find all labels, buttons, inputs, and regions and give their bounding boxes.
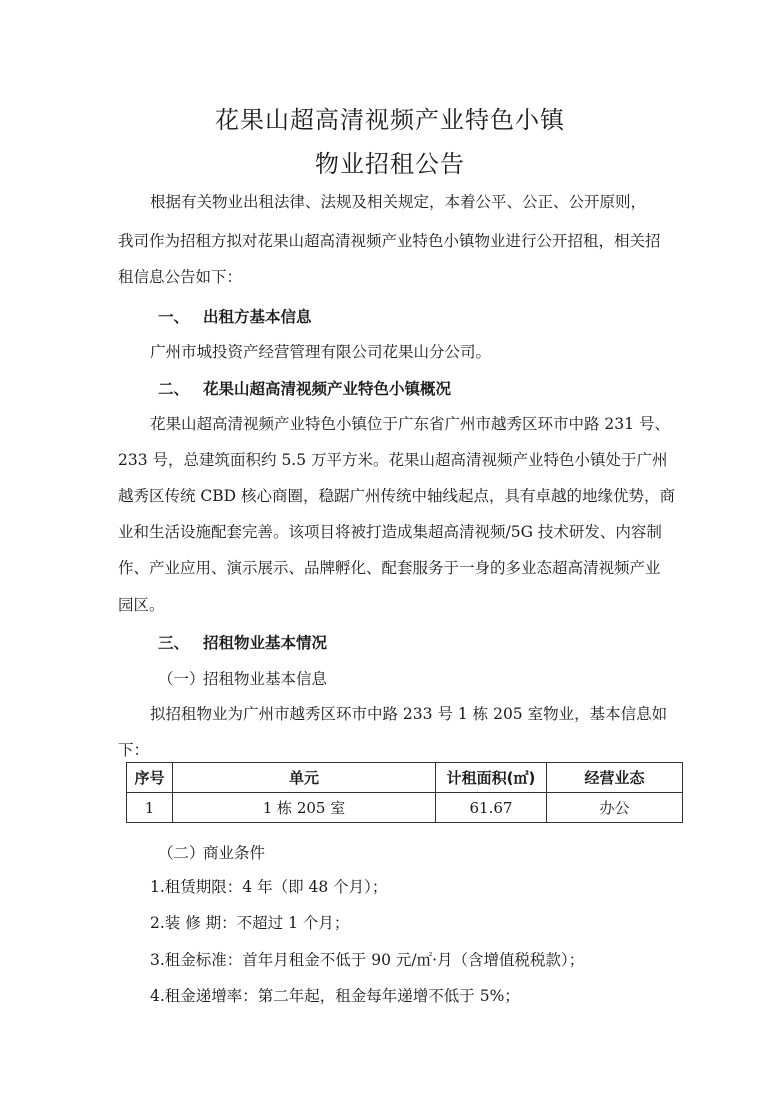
section-3-number: 三、: [158, 634, 190, 652]
section-2-line-6: 园区。: [118, 596, 165, 614]
condition-4: 4.租金递增率：第二年起，租金每年递增不低于 5%；: [150, 987, 520, 1005]
table-cell: 1 栋 205 室: [173, 793, 436, 823]
section-2-number: 二、: [158, 380, 190, 398]
table-header-cell: 计租面积(㎡): [436, 763, 547, 793]
table-header-cell: 序号: [127, 763, 173, 793]
table-header-cell: 单元: [173, 763, 436, 793]
section-2-line-2: 233 号，总建筑面积约 5.5 万平方米。花果山超高清视频产业特色小镇处于广州: [118, 451, 668, 469]
table-cell: 1: [127, 793, 173, 823]
condition-2: 2.装 修 期：不超过 1 个月；: [150, 914, 350, 932]
section-1-heading: [158, 305, 312, 327]
intro-line-1: 根据有关物业出租法律、法规及相关规定，本着公平、公正、公开原则，: [150, 193, 647, 211]
section-3-heading: [158, 631, 327, 653]
section-1-body: 广州市城投资产经营管理有限公司花果山分公司。: [150, 343, 492, 361]
section-1-number: 一、: [158, 308, 190, 326]
property-table: [126, 762, 683, 823]
subsection-1-heading: [158, 667, 327, 689]
section-2-line-3: 越秀区传统 CBD 核心商圈，稳踞广州传统中轴线起点，具有卓越的地缘优势，商: [118, 487, 676, 505]
subsection-1-line-2: 下：: [118, 741, 150, 759]
subsection-1-title: 招租物业基本信息: [203, 670, 328, 688]
section-2-heading: [158, 377, 451, 399]
document-title: 花果山超高清视频产业特色小镇: [215, 106, 565, 134]
table-cell: 61.67: [436, 793, 547, 823]
section-2-title: 花果山超高清视频产业特色小镇概况: [203, 380, 452, 398]
table-cell: 办公: [547, 793, 683, 823]
section-2-line-5: 作、产业应用、演示展示、品牌孵化、配套服务于一身的多业态超高清视频产业: [118, 559, 661, 577]
section-2-line-1: 花果山超高清视频产业特色小镇位于广东省广州市越秀区环市中路 231 号、: [150, 415, 670, 433]
table-header-cell: 经营业态: [547, 763, 683, 793]
document-subtitle: 物业招租公告: [315, 150, 465, 178]
intro-line-3: 租信息公告如下：: [118, 268, 243, 286]
condition-3: 3.租金标准：首年月租金不低于 90 元/㎡·月（含增值税税款）；: [150, 951, 585, 969]
subsection-2-title: 商业条件: [203, 844, 266, 862]
table-row: [127, 793, 683, 823]
condition-1: 1.租赁期限：4 年（即 48 个月）；: [150, 878, 388, 896]
section-2-line-4: 业和生活设施配套完善。该项目将被打造成集超高清视频/5G 技术研发、内容制: [118, 523, 662, 541]
intro-line-2: 我司作为招租方拟对花果山超高清视频产业特色小镇物业进行公开招租，相关招: [118, 232, 661, 250]
subsection-2-number: （二）: [158, 844, 205, 862]
subsection-1-line-1: 拟招租物业为广州市越秀区环市中路 233 号 1 栋 205 室物业，基本信息如: [150, 705, 668, 723]
section-3-title: 招租物业基本情况: [203, 634, 328, 652]
subsection-1-number: （一）: [158, 670, 205, 688]
section-1-title: 出租方基本信息: [203, 308, 312, 326]
table-header-row: [127, 763, 683, 793]
subsection-2-heading: [158, 841, 265, 863]
